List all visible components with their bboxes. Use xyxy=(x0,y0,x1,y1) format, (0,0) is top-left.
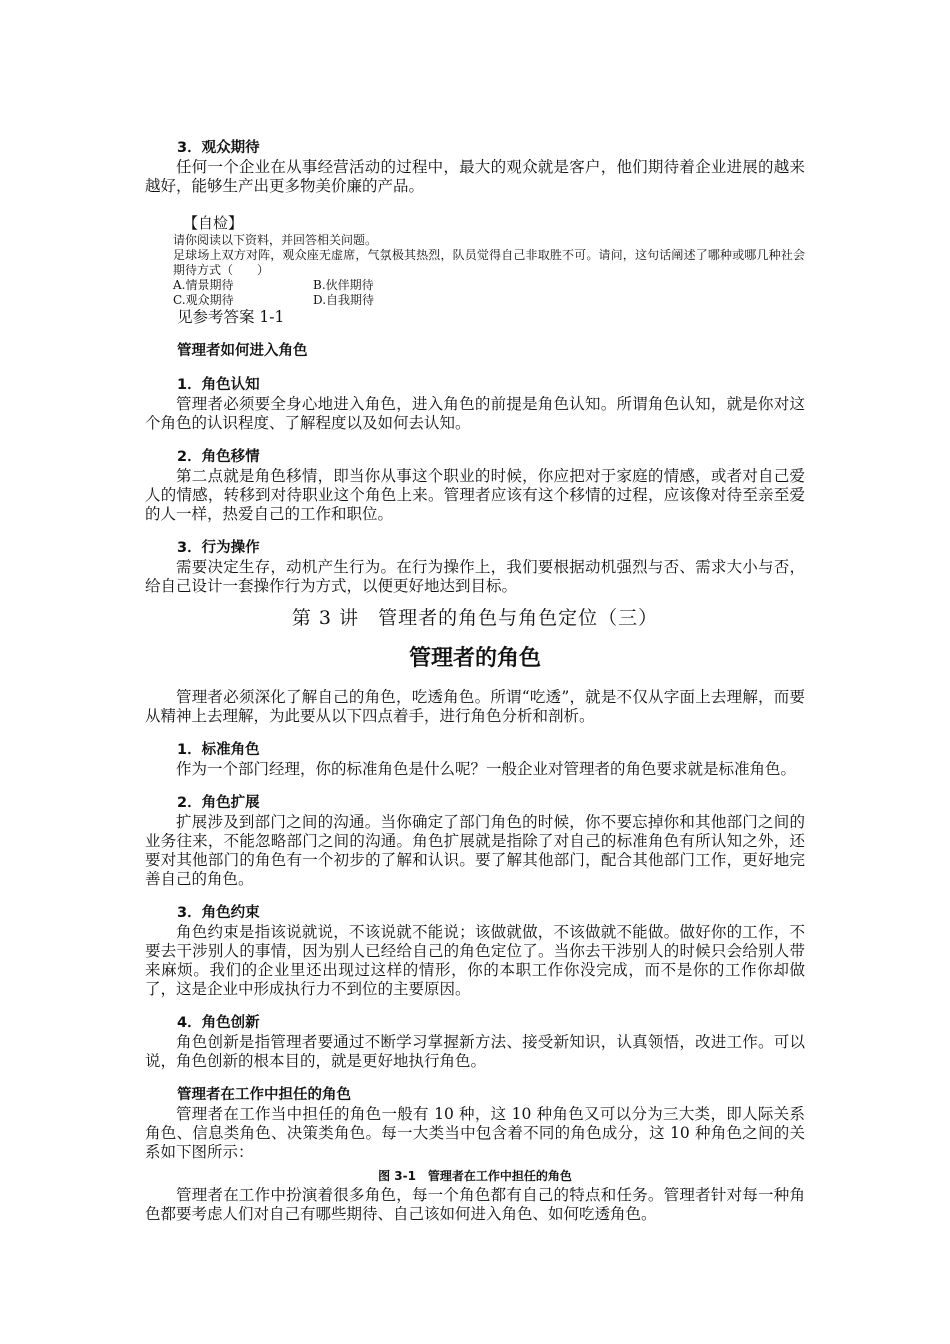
work-roles-heading: 管理者在工作中担任的角色 xyxy=(177,1087,351,1103)
role-constraint-heading: 3．角色约束 xyxy=(177,905,260,921)
selfcheck-options-row2 xyxy=(145,293,805,308)
behavior-operation-heading: 3．行为操作 xyxy=(177,540,260,556)
page-content xyxy=(145,138,805,1224)
standard-role-paragraph: 作为一个部门经理，你的标准角色是什么呢？一般企业对管理者的角色要求就是标准角色。 xyxy=(176,760,797,778)
role-empathy-heading: 2．角色移情 xyxy=(177,449,260,465)
manager-role-intro: 管理者必须深化了解自己的角色，吃透角色。所谓“吃透”，就是不仅从字面上去理解，而要从精神上去理解，为此要从以下四点着手，进行角色分析和剖析。 xyxy=(145,688,805,725)
lecture-title: 管理者的角色与角色定位（三） xyxy=(378,607,659,629)
selfcheck-answer-ref: 见参考答案 1-1 xyxy=(177,308,285,326)
option-b: B.伙伴期待 xyxy=(313,278,374,292)
manager-role-title: 管理者的角色 xyxy=(408,646,541,671)
selfcheck-options-row1 xyxy=(145,278,805,293)
audience-expectation-heading: 3．观众期待 xyxy=(177,140,260,156)
role-cognition-heading: 1．角色认知 xyxy=(177,377,260,393)
lecture-number: 第 3 讲 xyxy=(291,607,360,629)
role-extension-paragraph: 扩展涉及到部门之间的沟通。当你确定了部门角色的时候，你不要忘掉你和其他部门之间的业务往来，不能忽略部门之间的沟通。角色扩展就是指除了对自己的标准角色有所认知之外，还要对其他部门的角色有一个初步的了解和认识。要了解其他部门，配合其他部门工作，更好地完善自己的角色。 xyxy=(145,813,805,888)
option-a: A.情景期待 xyxy=(173,278,234,292)
role-extension-heading: 2．角色扩展 xyxy=(177,795,260,811)
option-c: C.观众期待 xyxy=(173,293,234,307)
role-constraint-paragraph: 角色约束是指该说就说，不该说就不能说；该做就做，不该做就不能做。做好你的工作，不要去干涉别人的事情，因为别人已经给自己的角色定位了。当你去干涉别人的时候只会给别人带来麻烦。我们的企业里还出现过这样的情形，你的本职工作你没完成，而不是你的工作你却做了，这是企业中形成执行力不到位的主要原因。 xyxy=(145,923,805,998)
selfcheck-question: 足球场上双方对阵，观众座无虚席，气氛极其热烈，队员觉得自己非取胜不可。请问，这句话阐述了哪种或哪几种社会期待方式（ ） xyxy=(173,248,805,277)
enter-role-title: 管理者如何进入角色 xyxy=(177,343,308,359)
option-d: D.自我期待 xyxy=(313,293,375,307)
work-roles-paragraph: 管理者在工作当中担任的角色一般有 10 种，这 10 种角色又可以分为三大类，即人际关系角色、信息类角色、决策类角色。每一大类当中包含着不同的角色成分，这 10 种角色之间的关系如下图所示： xyxy=(145,1105,805,1161)
role-innovation-heading: 4．角色创新 xyxy=(177,1015,260,1031)
behavior-operation-paragraph: 需要决定生存，动机产生行为。在行为操作上，我们要根据动机强烈与否、需求大小与否，给自己设计一套操作行为方式，以便更好地达到目标。 xyxy=(145,558,805,595)
work-roles-summary: 管理者在工作中扮演着很多角色，每一个角色都有自己的特点和任务。管理者针对每一种角色都要考虑人们对自己有哪些期待、自己该如何进入角色、如何吃透角色。 xyxy=(145,1186,805,1223)
role-empathy-paragraph: 第二点就是角色移情，即当你从事这个职业的时候，你应把对于家庭的情感，或者对自己爱人的情感，转移到对待职业这个角色上来。管理者应该有这个移情的过程，应该像对待至亲至爱的人一样，热爱自己的工作和职位。 xyxy=(145,467,805,523)
selfcheck-instruction: 请你阅读以下资料，并回答相关问题。 xyxy=(173,233,378,247)
lecture-heading xyxy=(145,604,805,632)
figure-caption: 图 3-1 管理者在工作中担任的角色 xyxy=(378,1169,572,1183)
audience-expectation-paragraph: 任何一个企业在从事经营活动的过程中，最大的观众就是客户，他们期待着企业进展的越来越好，能够生产出更多物美价廉的产品。 xyxy=(145,158,805,195)
standard-role-heading: 1．标准角色 xyxy=(177,742,260,758)
role-cognition-paragraph: 管理者必须要全身心地进入角色，进入角色的前提是角色认知。所谓角色认知，就是你对这个角色的认识程度、了解程度以及如何去认知。 xyxy=(145,395,805,432)
role-innovation-paragraph: 角色创新是指管理者要通过不断学习掌握新方法、接受新知识，认真领悟，改进工作。可以说，角色创新的根本目的，就是更好地执行角色。 xyxy=(145,1033,805,1070)
selfcheck-title: 【自检】 xyxy=(183,214,244,232)
